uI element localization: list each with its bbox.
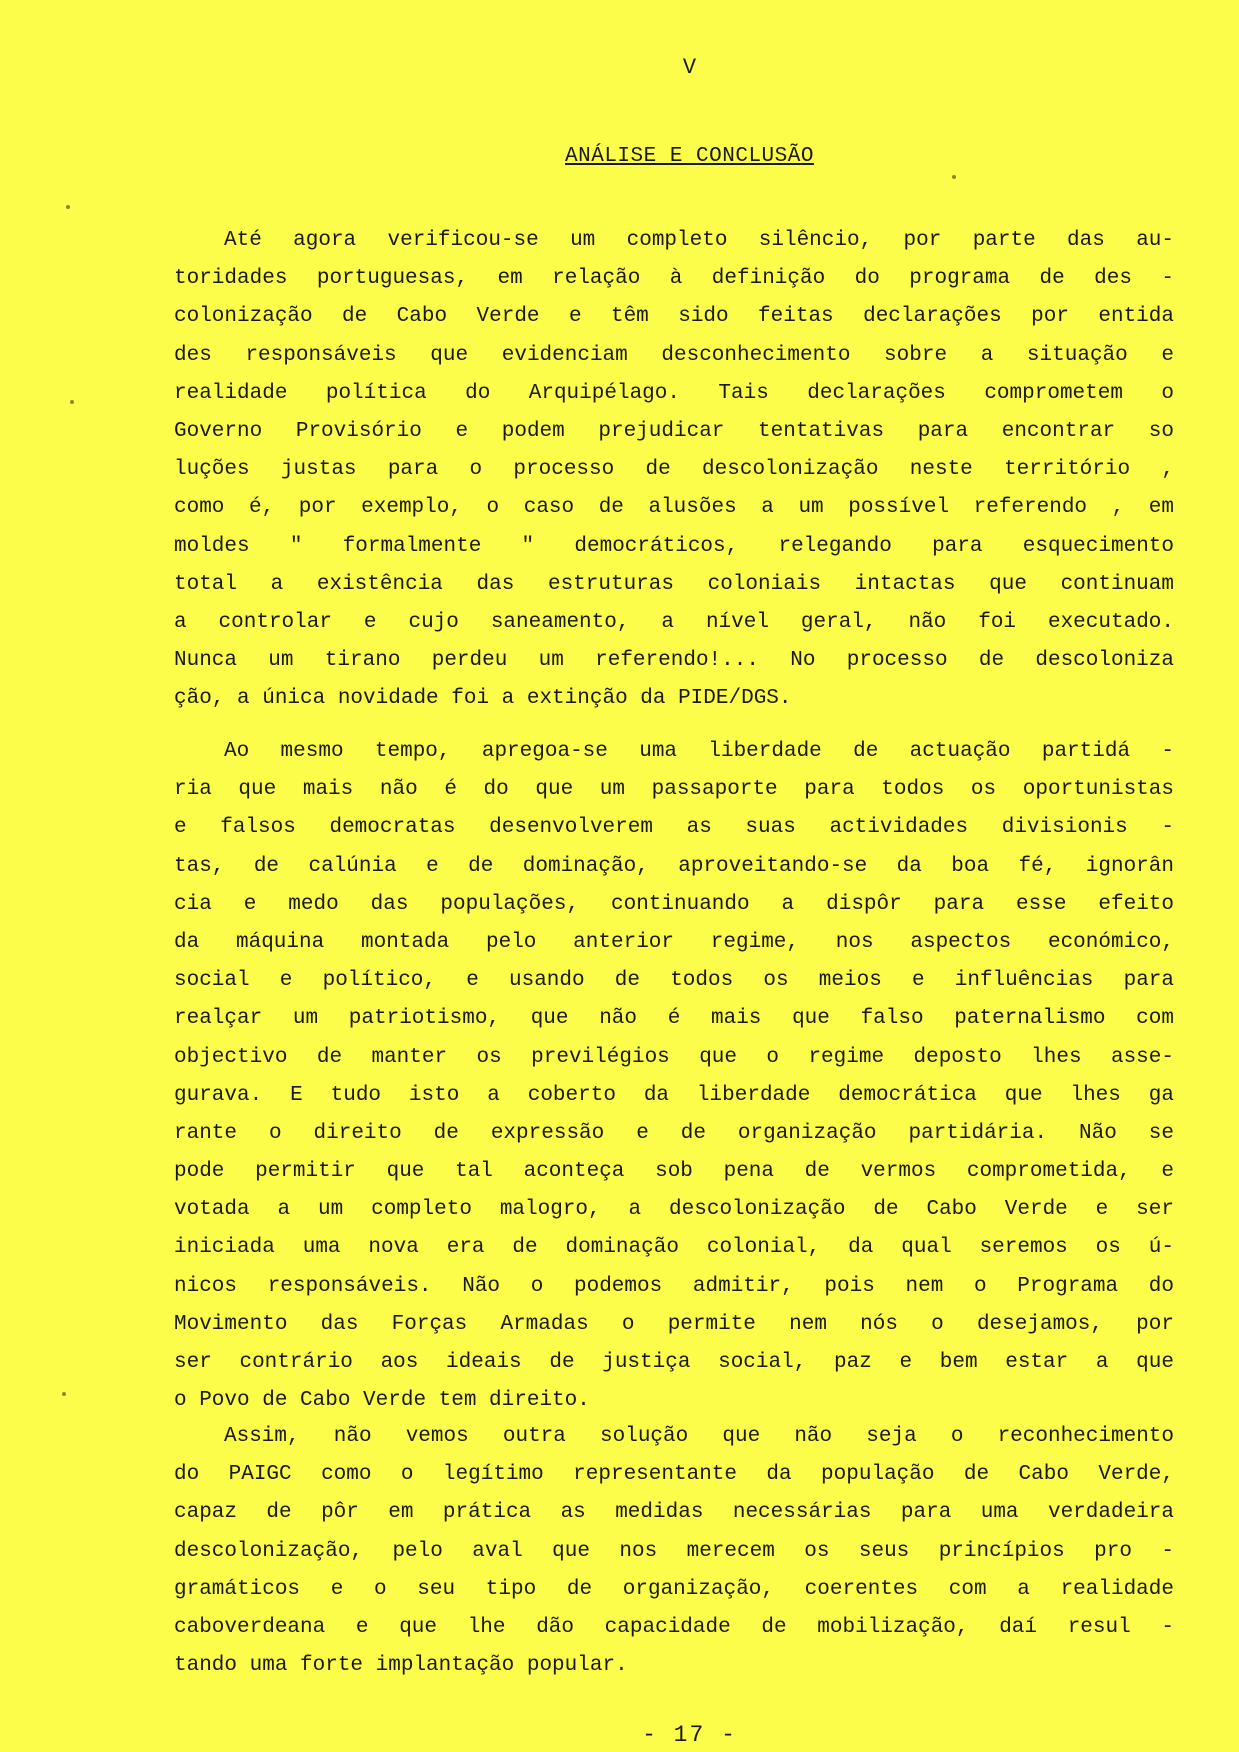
scan-speck bbox=[62, 1392, 66, 1396]
text-line: votada a um completo malogro, a descolonização de Cabo Verde e ser bbox=[174, 1198, 1174, 1222]
text-line: cia e medo das populações, continuando a dispôr para esse efeito bbox=[174, 892, 1174, 916]
text-line: objectivo de manter os previlégios que o regime deposto lhes asse- bbox=[174, 1045, 1174, 1069]
text-line: tando uma forte implantação popular. bbox=[174, 1654, 628, 1678]
text-line: e falsos democratas desenvolverem as suas actividades divisionis - bbox=[174, 816, 1174, 840]
text-line: social e político, e usando de todos os meios e influências para bbox=[174, 969, 1174, 993]
text-line: realçar um patriotismo, que não é mais que falso paternalismo com bbox=[174, 1007, 1174, 1031]
text-line: iniciada uma nova era de dominação colonial, da qual seremos os ú- bbox=[174, 1236, 1174, 1260]
paragraph-2 bbox=[174, 733, 1174, 1420]
text-line: Movimento das Forças Armadas o permite nem nós o desejamos, por bbox=[174, 1312, 1174, 1336]
text-line: des responsáveis que evidenciam desconhecimento sobre a situação e bbox=[174, 343, 1174, 367]
text-line: Nunca um tirano perdeu um referendo!... No processo de descoloniza bbox=[174, 649, 1174, 673]
text-line: tas, de calúnia e de dominação, aproveitando-se da boa fé, ignorân bbox=[174, 854, 1174, 878]
text-line: a controlar e cujo saneamento, a nível geral, não foi executado. bbox=[174, 610, 1174, 634]
paragraph-1 bbox=[174, 222, 1174, 718]
text-line: realidade política do Arquipélago. Tais declarações comprometem o bbox=[174, 381, 1174, 405]
text-line: ser contrário aos ideais de justiça social, paz e bem estar a que bbox=[174, 1351, 1174, 1374]
text-line: Assim, não vemos outra solução que não seja o reconhecimento bbox=[224, 1425, 1174, 1448]
text-line: moldes " formalmente " democráticos, relegando para esquecimento bbox=[174, 534, 1174, 558]
text-line: gramáticos e o seu tipo de organização, coerentes com a realidade bbox=[174, 1577, 1174, 1601]
text-line: ria que mais não é do que um passaporte para todos os oportunistas bbox=[174, 778, 1174, 802]
text-line: colonização de Cabo Verde e têm sido feitas declarações por entida bbox=[174, 305, 1174, 329]
scan-speck bbox=[70, 400, 74, 404]
text-line: descolonização, pelo aval que nos merecem os seus princípios pro - bbox=[174, 1539, 1174, 1563]
text-line: ção, a única novidade foi a extinção da PIDE/DGS. bbox=[174, 687, 792, 711]
text-line: Até agora verificou-se um completo silêncio, por parte das au- bbox=[224, 229, 1174, 252]
paragraph-3 bbox=[174, 1418, 1174, 1685]
text-line: como é, por exemplo, o caso de alusões a um possível referendo , em bbox=[174, 496, 1174, 520]
text-line: da máquina montada pelo anterior regime, nos aspectos económico, bbox=[174, 930, 1174, 954]
text-line: gurava. E tudo isto a coberto da liberdade democrática que lhes ga bbox=[174, 1083, 1174, 1107]
scan-speck bbox=[952, 175, 956, 179]
chapter-number: V bbox=[682, 55, 697, 80]
page-number: - 17 - bbox=[642, 1722, 737, 1748]
text-line: pode permitir que tal aconteça sob pena de vermos comprometida, e bbox=[174, 1160, 1174, 1184]
scan-speck bbox=[66, 205, 70, 209]
text-line: caboverdeana e que lhe dão capacidade de mobilização, daí resul - bbox=[174, 1615, 1174, 1639]
section-title: ANÁLISE E CONCLUSÃO bbox=[565, 145, 814, 168]
text-line: total a existência das estruturas coloniais intactas que continuam bbox=[174, 572, 1174, 596]
text-line: nicos responsáveis. Não o podemos admitir, pois nem o Programa do bbox=[174, 1274, 1174, 1298]
text-line: Governo Provisório e podem prejudicar tentativas para encontrar so bbox=[174, 419, 1174, 443]
text-line: o Povo de Cabo Verde tem direito. bbox=[174, 1389, 590, 1413]
text-line: rante o direito de expressão e de organização partidária. Não se bbox=[174, 1121, 1174, 1145]
text-line: capaz de pôr em prática as medidas necessárias para uma verdadeira bbox=[174, 1501, 1174, 1525]
text-line: Ao mesmo tempo, apregoa-se uma liberdade de actuação partidá - bbox=[224, 740, 1174, 763]
text-line: toridades portuguesas, em relação à definição do programa de des - bbox=[174, 267, 1174, 291]
text-line: luções justas para o processo de descolonização neste território , bbox=[174, 458, 1174, 482]
text-line: do PAIGC como o legítimo representante da população de Cabo Verde, bbox=[174, 1463, 1174, 1487]
